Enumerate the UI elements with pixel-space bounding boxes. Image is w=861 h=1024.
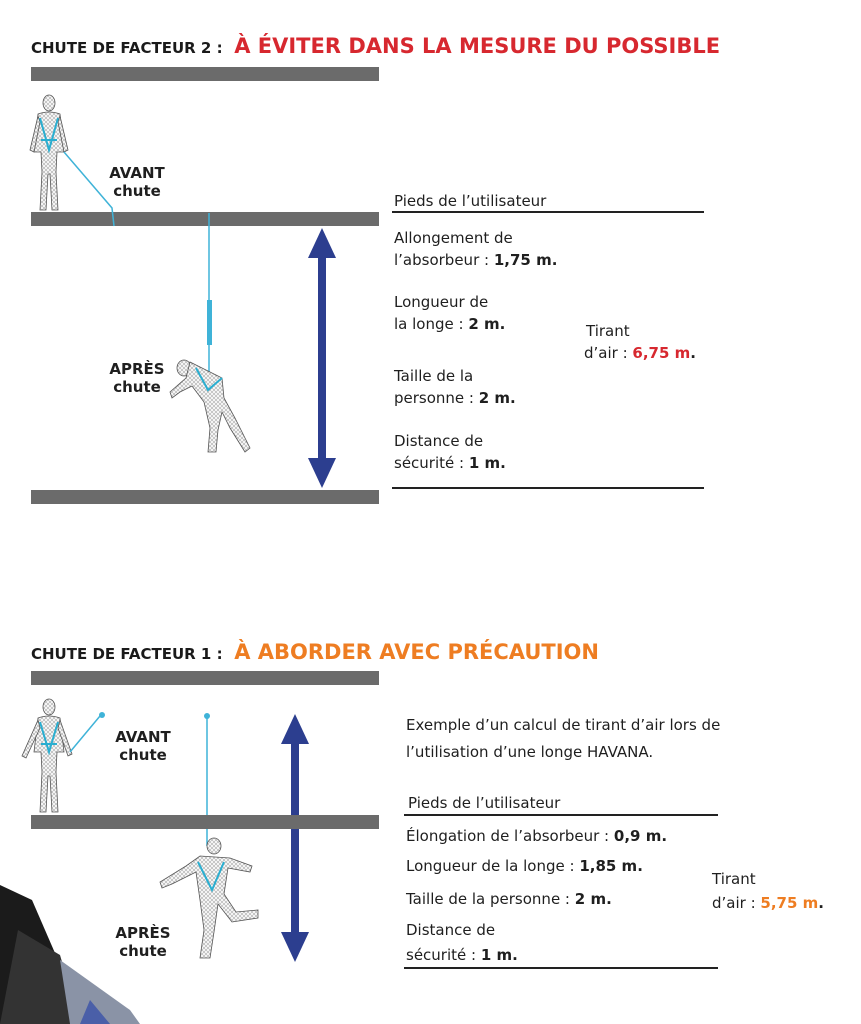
- section2-top-bar: [31, 671, 379, 685]
- absorber-icon: [207, 300, 212, 345]
- section2-item: Distance de sécurité : 1 m.: [406, 921, 518, 964]
- section2-feet-rule: [404, 814, 718, 816]
- section2-clearance-value: 5,75 m: [760, 894, 819, 912]
- section1-feet-label: Pieds de l’utilisateur: [394, 192, 547, 210]
- section2-intro: Exemple d’un calcul de tirant d’air lors de l’utilisation d’une longe HAVANA.: [406, 716, 721, 761]
- section2-bottom-rule: [404, 967, 718, 969]
- double-arrow-icon: [281, 714, 309, 962]
- section1-heading-suffix: À ÉVITER DANS LA MESURE DU POSSIBLE: [234, 34, 721, 58]
- person-standing-icon: [22, 699, 72, 812]
- section1-item: Taille de la personne : 2 m.: [394, 367, 516, 407]
- section2-heading-prefix: CHUTE DE FACTEUR 1 :: [31, 645, 223, 663]
- lanyard-before-line: [70, 716, 100, 752]
- section1-bottom-rule: [392, 487, 704, 489]
- section2-anchor-bar: [31, 815, 379, 829]
- section1-after-label: [102, 360, 172, 396]
- double-arrow-icon: [308, 228, 336, 488]
- after-label-line2: chute: [113, 378, 161, 396]
- section1-item: Allongement de l’absorbeur : 1,75 m.: [394, 229, 558, 269]
- person-standing-icon: [30, 95, 68, 210]
- section2-item: Taille de la personne : 2 m.: [406, 890, 612, 908]
- section2-before-label: AVANT chute: [115, 728, 171, 764]
- section1-clearance-value: 6,75 m: [632, 344, 691, 362]
- section1-clearance: Tirant d’air : 6,75 m.: [584, 322, 696, 362]
- after-label-line1: APRÈS: [109, 360, 165, 378]
- before-label-line2: chute: [113, 182, 161, 200]
- section2-heading-suffix: À ABORDER AVEC PRÉCAUTION: [234, 640, 599, 664]
- section1-before-label: [102, 164, 172, 200]
- section2-item: Longueur de la longe : 1,85 m.: [406, 857, 643, 875]
- section2-feet-label: Pieds de l’utilisateur: [408, 794, 561, 812]
- person-falling-icon: [170, 360, 250, 452]
- section2-after-label: APRÈS chute: [115, 924, 171, 960]
- section1-feet-rule: [392, 211, 704, 213]
- section1-heading-prefix: CHUTE DE FACTEUR 2 :: [31, 39, 223, 57]
- section1-item: Distance de sécurité : 1 m.: [394, 432, 506, 472]
- section2-item: Élongation de l’absorbeur : 0,9 m.: [406, 827, 668, 845]
- section1-item: Longueur de la longe : 2 m.: [394, 293, 506, 333]
- before-label-line1: AVANT: [109, 164, 165, 182]
- section2-heading: [31, 640, 599, 664]
- section2-clearance: Tirant d’air : 5,75 m.: [712, 870, 824, 912]
